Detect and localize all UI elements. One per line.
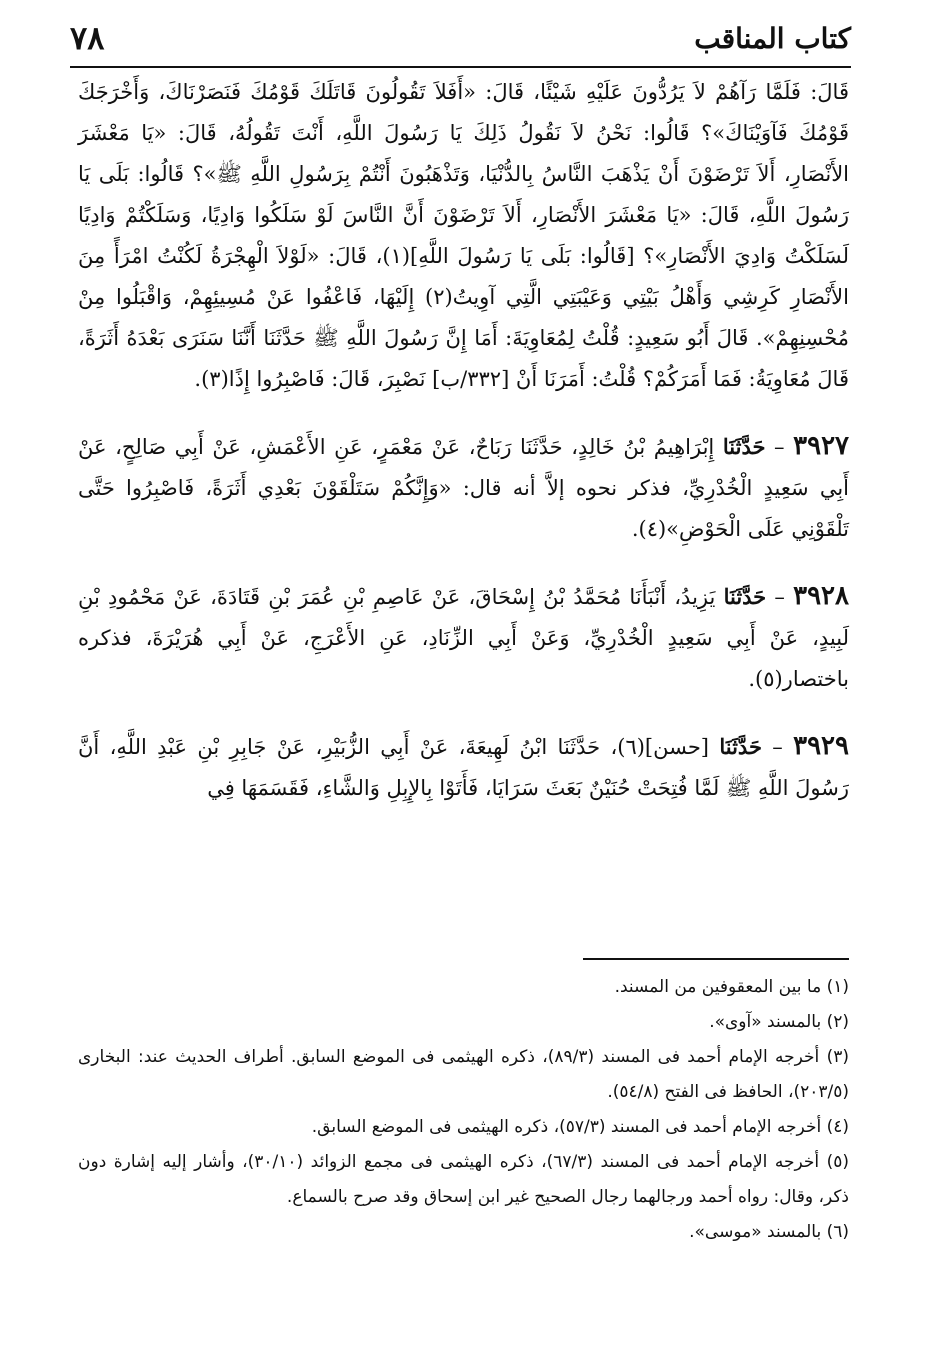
footnote-1: (١) ما بين المعقوفين من المسند.	[614, 977, 849, 997]
hadith-label: حَدَّثَنَا	[719, 734, 762, 759]
hadith-number: ٣٩٢٩	[793, 731, 849, 761]
hadith-3929: ٣٩٢٩ – حَدَّثَنَا [حسن](٦)، حَدَّثَنَا ابْنُ لَهِيعَةَ، عَنْ أَبِي الزُّبَيْرِ، عَنْ جَابِرِ بْنِ عَبْدِ اللَّهِ، أَنَّ رَسُولَ اللَّهِ ﷺ لَمَّا فُتِحَتْ حُنَيْنٌ بَعَثَ سَرَايَا، فَأَتَوْا بِالإِبِلِ وَالشَّاءِ، فَقَسَمَهَا فِي	[78, 731, 849, 800]
paragraph-text: يَزِيدُ، أَنْبَأَنَا مُحَمَّدُ بْنُ إِسْحَاقَ، عَنْ عَاصِمِ بْنِ عُمَرَ بْنِ قَتَادَةَ، عَنْ مَحْمُودِ بْنِ لَبِيدٍ، عَنْ أَبِي سَعِيدٍ الْخُدْرِيِّ، وَعَنْ أَبِي الزِّنَادِ، عَنِ الأَعْرَجِ، عَنْ أَبِي هُرَيْرَةَ، فذكره باختصار(٥).	[78, 585, 849, 691]
footnote-5: (٥) أخرجه الإمام أحمد فى المسند (٦٧/٣)، ذكره الهيثمى فى مجمع الزوائد (٣٠/١٠)، وأشار إليه إشارة دون ذكر، وقال: رواه أحمد ورجالهما رجال الصحيح غير ابن إسحاق وقد صرح بالسماع.	[78, 1152, 849, 1207]
main-text	[78, 72, 849, 809]
page-header	[70, 10, 851, 68]
paragraph-text: إِبْرَاهِيمُ بْنُ خَالِدٍ، حَدَّثَنَا رَبَاحٌ، عَنْ مَعْمَرٍ، عَنِ الأَعْمَشِ، عَنْ أَبِي صَالِحٍ، عَنْ أَبِي سَعِيدٍ الْخُدْرِيِّ، فذكر نحوه إلاَّ أنه قال: «وَإِنَّكُمْ سَتَلْقَوْنَ بَعْدِي أَثَرَةً، فَاصْبِرُوا حَتَّى تَلْقَوْنِي عَلَى الْحَوْضِ»(٤).	[78, 435, 849, 541]
hadith-label: حَدَّثَنَا	[723, 584, 767, 609]
hadith-3927: ٣٩٢٧ – حَدَّثَنَا إِبْرَاهِيمُ بْنُ خَالِدٍ، حَدَّثَنَا رَبَاحٌ، عَنْ مَعْمَرٍ، عَنِ الأَعْمَشِ، عَنْ أَبِي صَالِحٍ، عَنْ أَبِي سَعِيدٍ الْخُدْرِيِّ، فذكر نحوه إلاَّ أنه قال: «وَإِنَّكُمْ سَتَلْقَوْنَ بَعْدِي أَثَرَةً، فَاصْبِرُوا حَتَّى تَلْقَوْنِي عَلَى الْحَوْضِ»(٤).	[78, 431, 850, 541]
footnote-2: (٢) بالمسند «آوى».	[709, 1012, 849, 1032]
footnote-6: (٦) بالمسند «موسى».	[689, 1222, 849, 1242]
footnote-3: (٣) أخرجه الإمام أحمد فى المسند (٨٩/٣)، ذكره الهيثمى فى الموضع السابق. أطراف الحديث عند: البخارى (٢٠٣/٥)، الحافظ فى الفتح (٥٤/٨).	[78, 1047, 849, 1102]
paragraph-text: [حسن](٦)، حَدَّثَنَا ابْنُ لَهِيعَةَ، عَنْ أَبِي الزُّبَيْرِ، عَنْ جَابِرِ بْنِ عَبْدِ اللَّهِ، أَنَّ رَسُولَ اللَّهِ ﷺ لَمَّا فُتِحَتْ حُنَيْنٌ بَعَثَ سَرَايَا، فَأَتَوْا بِالإِبِلِ وَالشَّاءِ، فَقَسَمَهَا فِي	[78, 735, 849, 800]
footnotes	[78, 970, 849, 1250]
hadith-number: ٣٩٢٧	[793, 431, 850, 461]
hadith-3928: ٣٩٢٨ – حَدَّثَنَا يَزِيدُ، أَنْبَأَنَا مُحَمَّدُ بْنُ إِسْحَاقَ، عَنْ عَاصِمِ بْنِ عُمَرَ بْنِ قَتَادَةَ، عَنْ مَحْمُودِ بْنِ لَبِيدٍ، عَنْ أَبِي سَعِيدٍ الْخُدْرِيِّ، وَعَنْ أَبِي الزِّنَادِ، عَنِ الأَعْرَجِ، عَنْ أَبِي هُرَيْرَةَ، فذكره باختصار(٥).	[78, 581, 849, 691]
paragraph-continuation	[78, 72, 849, 400]
book-title: كتاب المناقب	[694, 21, 851, 55]
hadith-label: حَدَّثَنَا	[722, 434, 766, 459]
paragraph-text: قَالَ: فَلَمَّا رَآهُمْ لاَ يَرُدُّونَ عَلَيْهِ شَيْئًا، قَالَ: «أَفَلاَ تَقُولُونَ قَاتَلَكَ قَوْمُكَ فَنَصَرْنَاكَ، وَأَخْرَجَكَ قَوْمُكَ فَآوَيْنَاكَ»؟ قَالُوا: نَحْنُ لاَ نَقُولُ ذَلِكَ يَا رَسُولَ اللَّهِ، أَنْتَ تَقُولُهُ، قَالَ: «يَا مَعْشَرَ الأَنْصَارِ، أَلاَ تَرْضَوْنَ أَنْ يَذْهَبَ النَّاسُ بِالدُّنْيَا، وَتَذْهَبُونَ أَنْتُمْ بِرَسُولِ اللَّهِ ﷺ»؟ قَالُوا: بَلَى يَا رَسُولَ اللَّهِ، قَالَ: «يَا مَعْشَرَ الأَنْصَارِ، أَلاَ تَرْضَوْنَ أَنَّ النَّاسَ لَوْ سَلَكُوا وَادِيًا، وَسَلَكْتُمْ وَادِيًا لَسَلَكْتُ وَادِيَ الأَنْصَارِ»؟ [قَالُوا: بَلَى يَا رَسُولَ اللَّهِ](١)، قَالَ: «لَوْلاَ الْهِجْرَةُ لَكُنْتُ امْرَأً مِنَ الأَنْصَارِ كَرِشِي وَأَهْلُ بَيْتِي وَعَيْبَتِي الَّتِي آوِيتُ(٢) إِلَيْهَا، فَاعْفُوا عَنْ مُسِيئِهِمْ، وَاقْبَلُوا مِنْ مُحْسِنِهِمْ». قَالَ أَبُو سَعِيدٍ: قُلْتُ لِمُعَاوِيَةَ: أَمَا إِنَّ رَسُولَ اللَّهِ ﷺ حَدَّثَنَا أَنَّنَا سَنَرَى بَعْدَهُ أَثَرَةً، قَالَ مُعَاوِيَةُ: فَمَا أَمَرَكُمْ؟ قُلْتُ: أَمَرَنَا أَنْ [٣٣٢/ب] نَصْبِرَ، قَالَ: فَاصْبِرُوا إِذًا(٣).	[78, 80, 849, 391]
footnote-4: (٤) أخرجه الإمام أحمد فى المسند (٥٧/٣)، ذكره الهيثمى فى الموضع السابق.	[311, 1117, 849, 1137]
page-number: ٧٨	[70, 19, 105, 57]
hadith-number: ٣٩٢٨	[793, 581, 849, 611]
footnote-divider	[583, 958, 849, 960]
